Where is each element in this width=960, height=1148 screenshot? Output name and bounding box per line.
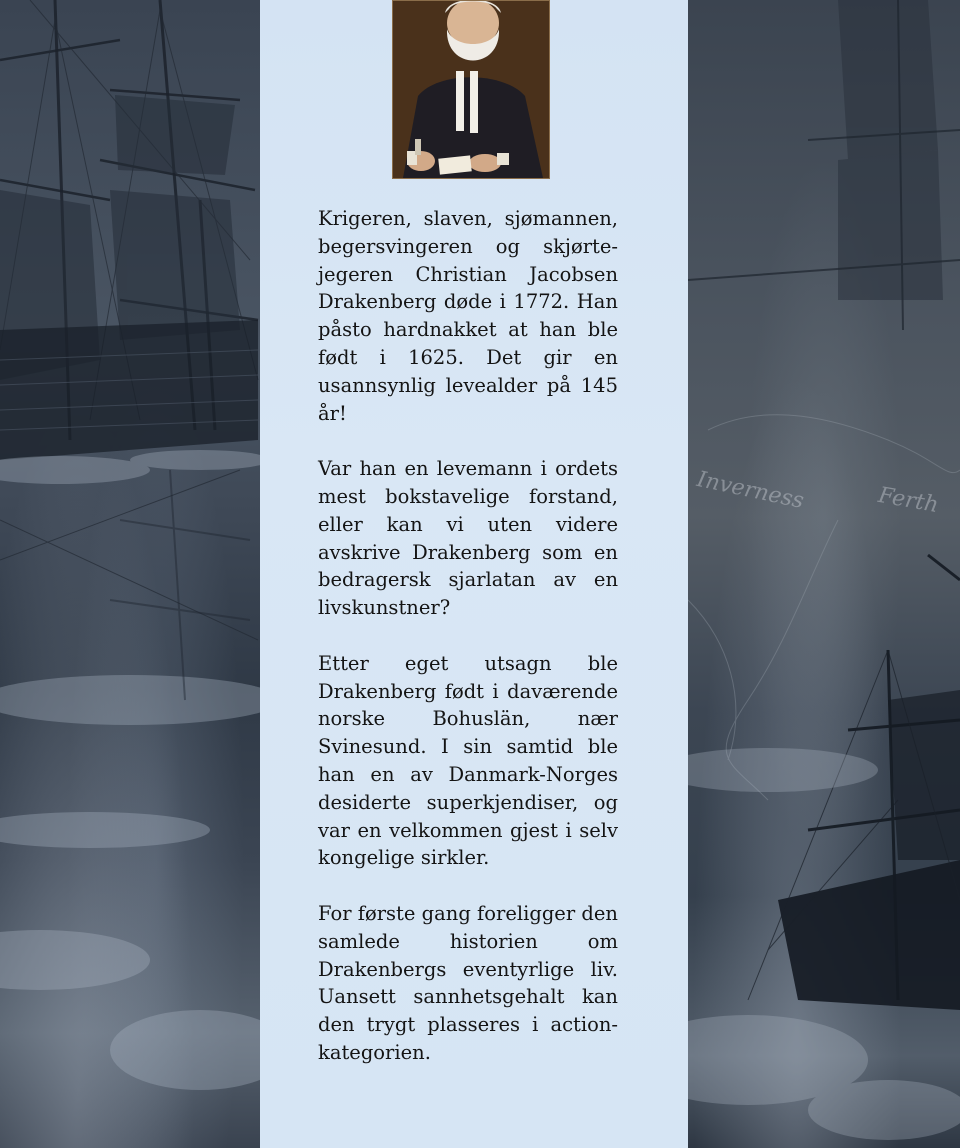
sailing-ship-in-storm-icon (0, 0, 260, 1148)
map-label-inverness: Inverness (694, 466, 807, 515)
blurb-paragraph-4: For første gang foreligger den samlede historien om Drakenbergs eventyrlige liv. Uansett sannhetsgehalt kan den trygt plasseres i action-kategorien. (318, 901, 618, 1064)
sea-map-and-ship-icon (688, 0, 960, 1148)
portrait-of-bearded-old-man-icon (393, 1, 549, 178)
map-label-ferth: Ferth (876, 482, 941, 519)
author-portrait (392, 0, 550, 179)
left-background-ship-illustration (0, 0, 260, 1148)
right-background-map-illustration (688, 0, 960, 1148)
blurb-paragraph-2: Var han en levemann i ordets mest bokstavelige forstand, eller kan vi uten videre avskrive Drakenberg som en bedragersk sjarlatan av en livskunstner? (318, 457, 618, 620)
blurb-paragraph-1: Krigeren, slaven, sjømannen, begersvingeren og skjørtejegeren Christian Jacobsen Drakenberg døde i 1772. Han påsto hardnakket at han ble født i 1625. Det gir en usannsynlig levealder på 145 år! (318, 207, 618, 425)
blurb-paragraph-3: Etter eget utsagn ble Drakenberg født i daværende norske Bohuslän, nær Svinesund. I sin samtid ble han en av Danmark-Norges desiderte superkjendiser, og var en velkommen gjest i selv kongelige sirkler. (318, 651, 618, 870)
back-cover-blurb (318, 205, 618, 1067)
